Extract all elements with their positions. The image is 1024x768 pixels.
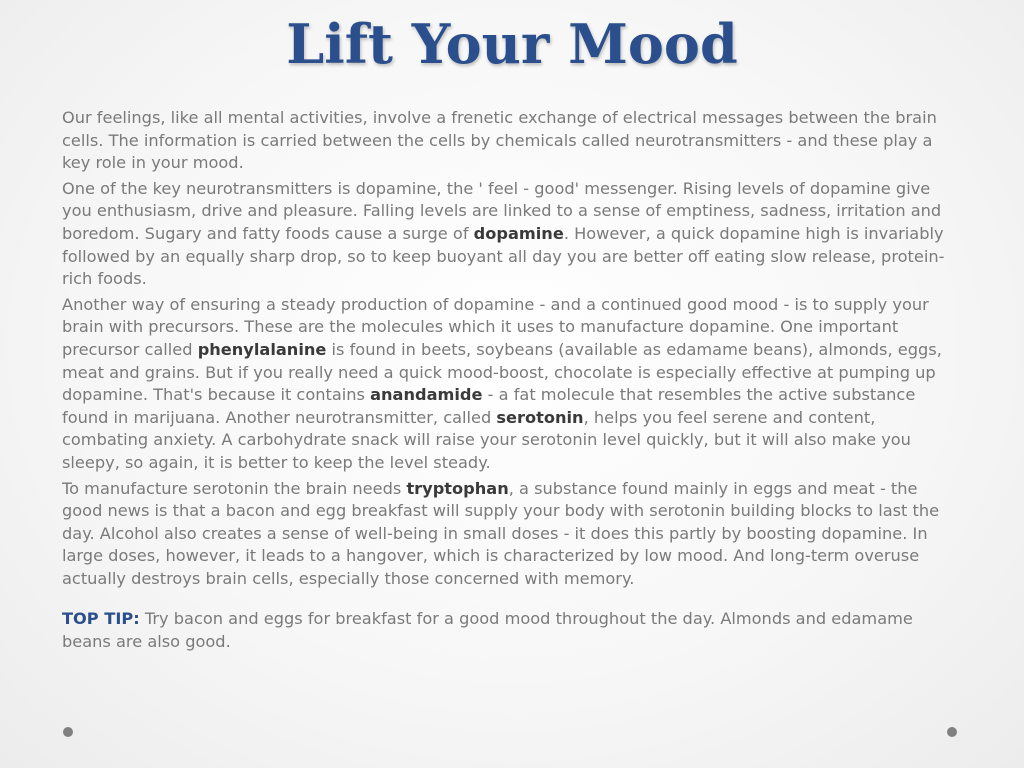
- paragraph-text: Another way of ensuring a steady production of dopamine - and a continued good mood - is to supply your brain with precursors. These are the molecules which it uses to manufacture dopamine. One important precursor called: [62, 294, 929, 359]
- paragraph-text: , helps you feel serene and content, combating anxiety. A carbohydrate snack will raise your serotonin level quickly, but it will also make you sleepy, so again, it is better to keep the level steady.: [62, 407, 911, 472]
- top-tip: [62, 608, 962, 653]
- keyword-dopamine: dopamine: [473, 223, 564, 243]
- keyword-anandamide: anandamide: [370, 385, 483, 405]
- paragraph-precursors: [62, 294, 962, 475]
- paragraph-neurotransmitters: [62, 107, 962, 175]
- paragraph-text: One of the key neurotransmitters is dopamine, the ' feel - good' messenger. Rising levels of dopamine give you enthusiasm, drive and pleasure. Falling levels are linked to a sense of emptiness, sadness, irritation and boredom. Sugary and fatty foods cause a surge of: [62, 178, 942, 243]
- paragraph-text: To manufacture serotonin the brain needs: [62, 478, 407, 498]
- slide-body: [62, 107, 962, 657]
- paragraph-text: is found in beets, soybeans (available as edamame beans), almonds, eggs, meat and grains. But if you really need a quick mood-boost, chocolate is especially effective at pumping up dopamine. That's because it contains: [62, 339, 942, 405]
- keyword-tryptophan: tryptophan: [406, 478, 509, 498]
- paragraph-text: . However, a quick dopamine high is invariably followed by an equally sharp drop, so to keep buoyant all day you are better off eating slow release, protein-rich foods.: [62, 223, 945, 289]
- top-tip-text: Try bacon and eggs for breakfast for a good mood throughout the day. Almonds and edamame beans are also good.: [62, 609, 913, 652]
- decorative-dot-left: [63, 727, 73, 737]
- paragraph-text: , a substance found mainly in eggs and meat - the good news is that a bacon and egg breakfast will supply your body with serotonin building blocks to last the day. Alcohol also creates a sense of well-being in small doses - it does this partly by boosting dopamine. In large doses, however, it leads to a hangover, which is characterized by low mood. And long-term overuse actually destroys brain cells, especially those concerned with memory.: [62, 478, 940, 588]
- keyword-serotonin: serotonin: [496, 407, 584, 427]
- slide-title: Lift Your Mood: [286, 12, 738, 76]
- paragraph-tryptophan: [62, 478, 962, 591]
- top-tip-label: TOP TIP:: [62, 609, 140, 629]
- paragraph-text: - a fat molecule that resembles the active substance found in marijuana. Another neurotransmitter, called: [62, 385, 916, 427]
- paragraph-dopamine: [62, 178, 962, 291]
- paragraph-text: Our feelings, like all mental activities, involve a frenetic exchange of electrical messages between the brain cells. The information is carried between the cells by chemicals called neurotransmitters - and these play a key role in your mood.: [62, 108, 937, 173]
- decorative-dot-right: [947, 727, 957, 737]
- keyword-phenylalanine: phenylalanine: [197, 339, 327, 359]
